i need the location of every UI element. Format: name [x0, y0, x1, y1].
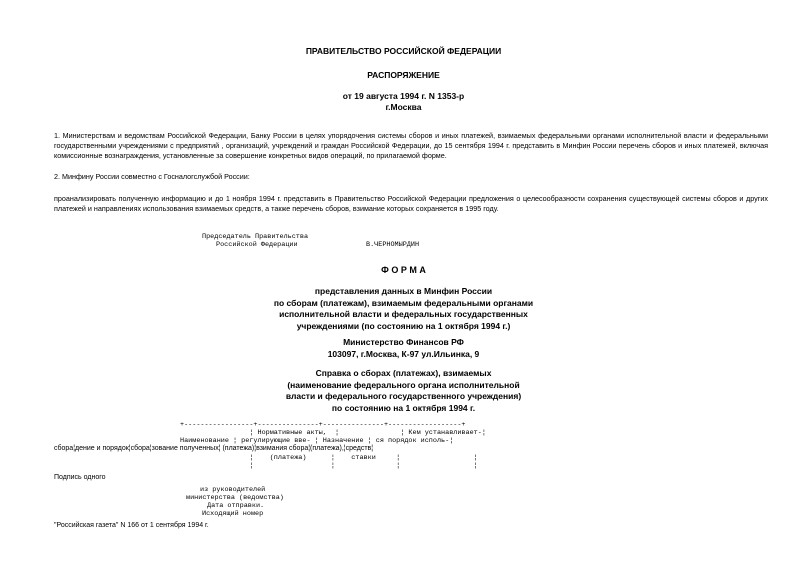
- document-type: РАСПОРЯЖЕНИЕ: [367, 70, 440, 80]
- signature-position-line2: Российской Федерации: [216, 241, 298, 249]
- table-header-row-4: ¦ (платежа) ¦ ставки ¦ ¦: [180, 454, 478, 462]
- reference-line: Справка о сборах (платежах), взимаемых: [315, 368, 492, 378]
- signed-by-label: Подпись одного: [54, 474, 106, 481]
- form-subtitle: [0, 286, 807, 332]
- paragraph-1: 1. Министерствам и ведомствам Российской Федерации, Банку России в целях упорядочения системы сборов и иных платежей, взимаемых федеральными органами исполнительной власти и федеральными государственными учреждениями с предприятий , организаций, учреждений и граждан Российской Федерации, до 15 сентября 1994 г. представить в Минфин России перечень сборов и иных платежей, включая комиссионные вознаграждения, установленные за совершение конкретных видов операций, по прилагаемой форме.: [54, 131, 768, 160]
- signature-position-line1: Председатель Правительства: [202, 233, 309, 241]
- table-header-row-2: Наименование ¦ регулирующие вве- ¦ Назначение ¦ ся порядок исполь-¦: [180, 437, 454, 445]
- form-subtitle-line: по сборам (платежам), взимаемым федеральными органами: [273, 297, 534, 308]
- table-data-row: ¦ ¦ ¦ ¦: [180, 462, 478, 470]
- paragraph-2: 2. Минфину России совместно с Госналогслужбой России:: [54, 172, 250, 181]
- source-note: "Российская газета" N 166 от 1 сентября 1994 г.: [54, 522, 209, 529]
- table-header-row-1: ¦ Нормативные акты, ¦ ¦ Кем устанавливает-¦: [180, 429, 486, 437]
- form-subtitle-line: исполнительной власти и федеральных государственных: [279, 309, 528, 319]
- paragraph-3: проанализировать полученную информацию и до 1 ноября 1994 г. представить в Правительство Российской Федерации предложения о целесообразности сохранения существующей системы сборов и других платежей и направлениях использования взимаемых средств, а также перечень сборов, взимание которых сохраняется в 1995 году.: [54, 194, 768, 213]
- ministry-name: Министерство Финансов РФ: [343, 337, 464, 347]
- ministry-address: 103097, г.Москва, К-97 ул.Ильинка, 9: [327, 349, 480, 359]
- reference-block: [0, 368, 807, 414]
- reference-line: по состоянию на 1 октября 1994 г.: [331, 402, 476, 413]
- document-date-number: от 19 августа 1994 г. N 1353-р: [342, 91, 465, 101]
- signer-line: министерства (ведомства): [186, 494, 284, 502]
- signer-line: Исходящий номер: [202, 510, 264, 518]
- signature-name: В.ЧЕРНОМЫРДИН: [366, 241, 420, 249]
- government-heading: ПРАВИТЕЛЬСТВО РОССИЙСКОЙ ФЕДЕРАЦИИ: [305, 46, 502, 56]
- form-title: Ф О Р М А: [381, 265, 426, 275]
- signer-line: из руководителей: [200, 486, 266, 494]
- table-border-top: +-----------------+---------------+---------------+------------------+: [180, 421, 466, 429]
- form-subtitle-line: учреждениями (по состоянию на 1 октября 1994 г.): [296, 320, 511, 331]
- reference-line: (наименование федерального органа исполнительной: [287, 379, 520, 390]
- reference-line: власти и федерального государственного учреждения): [285, 391, 522, 401]
- signer-line: Дата отправки.: [207, 502, 265, 510]
- table-header-row-3: сбора¦дение и порядок¦сбора¦зование полученных¦ (платежа)¦взимания сбора¦(платежа),¦средств¦: [54, 445, 374, 452]
- document-city: г.Москва: [385, 102, 422, 112]
- form-subtitle-line: представления данных в Минфин России: [314, 286, 493, 296]
